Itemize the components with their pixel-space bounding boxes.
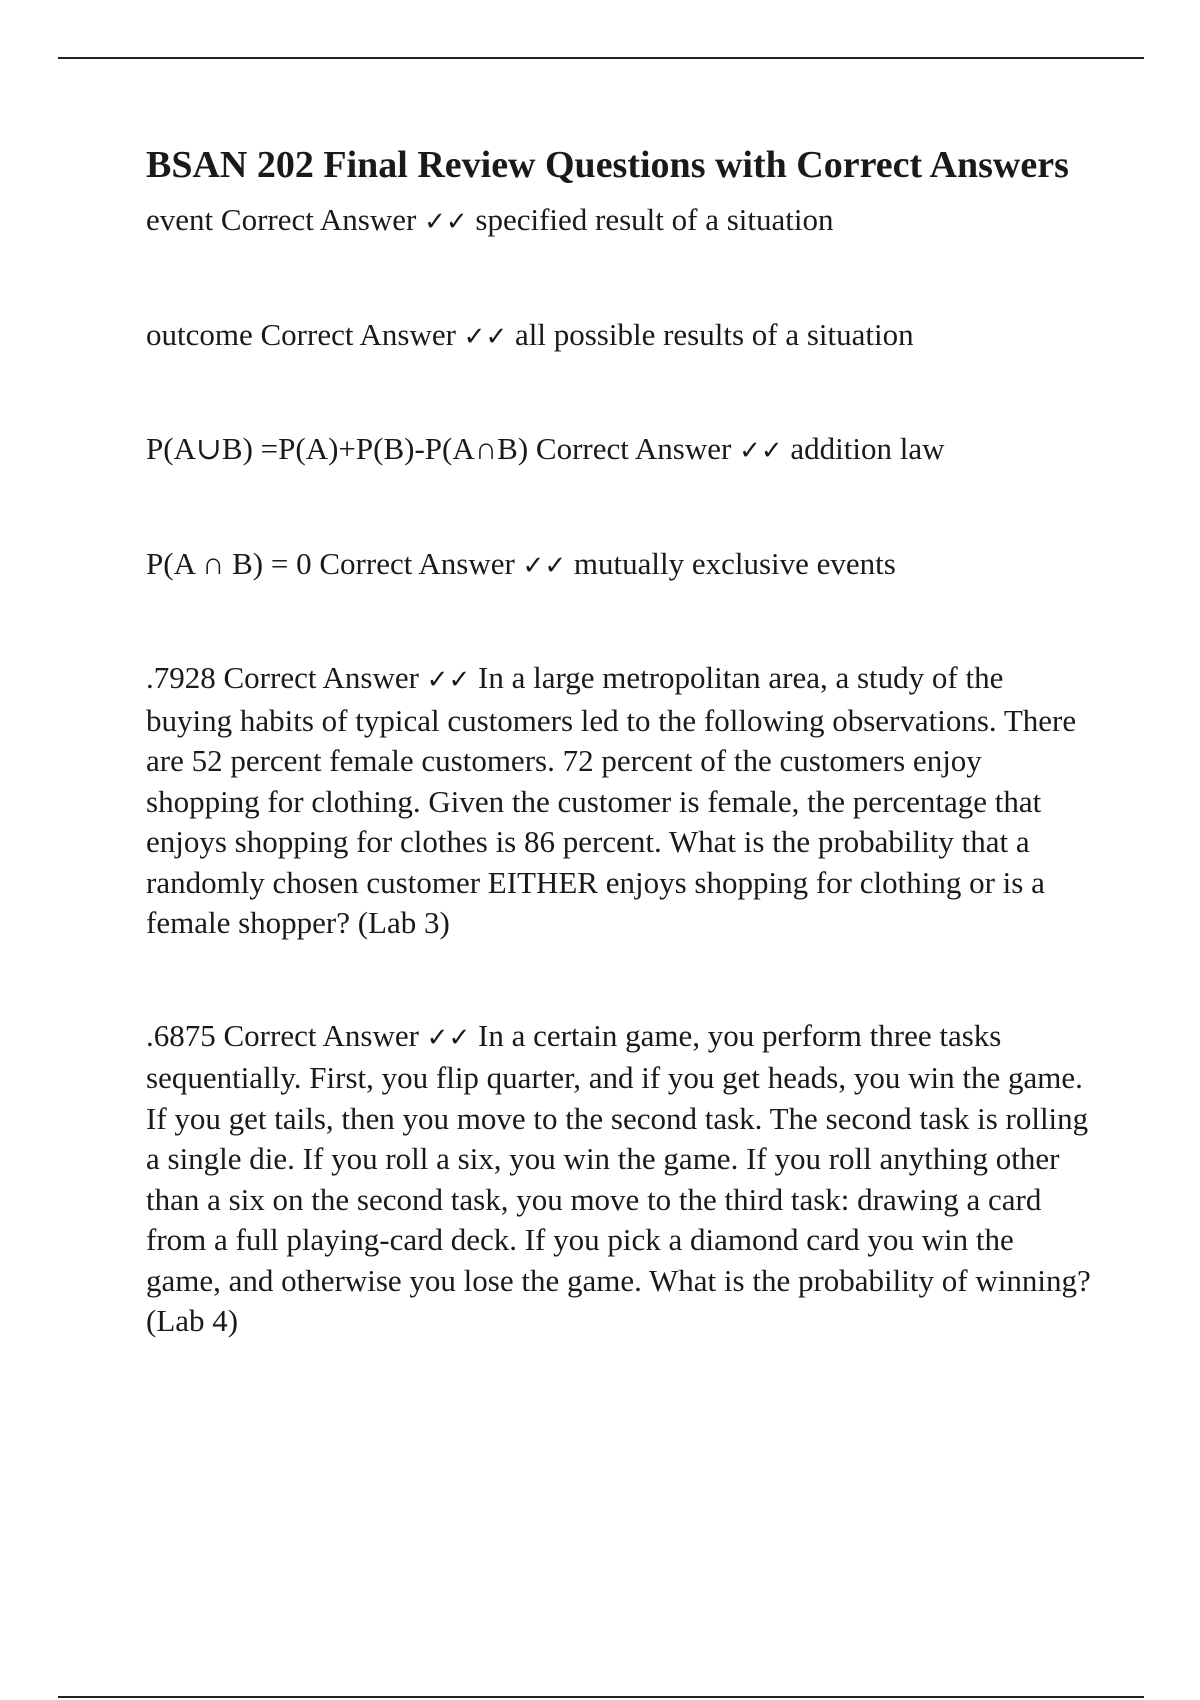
entry-answer: In a large metropolitan area, a study of the buying habits of typical customers led to the following observations. There are 52 percent female customers. 72 percent of the customers enjoy shopping for clothing. Given the customer is female, the percentage that enjoys shopping for clothes is 86 percent. What is the probability that a randomly chosen customer EITHER enjoys shopping for clothing or is a female shopper? (Lab 3) <box>146 660 1077 940</box>
entry-term: P(A ∩ B) = 0 <box>146 545 312 581</box>
bottom-rule <box>58 1696 1144 1698</box>
qa-entry <box>146 429 1096 472</box>
entry-answer: all possible results of a situation <box>515 316 914 352</box>
entry-answer: addition law <box>790 431 945 466</box>
correct-answer-label: Correct Answer <box>220 202 417 237</box>
top-rule <box>58 57 1144 59</box>
checkmark-icon: ✓✓ <box>463 321 508 352</box>
entry-term: .7928 <box>146 660 216 695</box>
entry-term: event <box>146 202 214 237</box>
entry-answer: mutually exclusive events <box>573 545 896 581</box>
entry-term: P(A∪B) =P(A)+P(B)-P(A∩B) <box>146 431 529 466</box>
correct-answer-label: Correct Answer <box>319 545 515 581</box>
qa-entry <box>146 1016 1096 1342</box>
qa-entry <box>146 315 1096 358</box>
qa-entry <box>146 658 1096 944</box>
qa-entry <box>146 544 1096 587</box>
entry-answer: specified result of a situation <box>475 202 834 237</box>
entry-answer: In a certain game, you perform three tasks sequentially. First, you flip quarter, and if you get heads, you win the game. If you get tails, then you move to the second task. The second task is rolling a single die. If you roll a six, you win the game. If you roll anything other than a six on the second task, you move to the third task: drawing a card from a full playing-card deck. If you pick a diamond card you win the game, and otherwise you lose the game. What is the probability of winning? (Lab 4) <box>146 1017 1091 1338</box>
checkmark-icon: ✓✓ <box>426 665 471 695</box>
document-title: BSAN 202 Final Review Questions with Correct Answers <box>146 144 1069 186</box>
checkmark-icon: ✓✓ <box>426 1022 471 1053</box>
checkmark-icon: ✓✓ <box>739 436 783 466</box>
correct-answer-label: Correct Answer <box>223 1017 419 1053</box>
checkmark-icon: ✓✓ <box>522 550 567 581</box>
correct-answer-label: Correct Answer <box>260 316 456 352</box>
checkmark-icon: ✓✓ <box>424 207 468 237</box>
correct-answer-label: Correct Answer <box>223 660 419 695</box>
document-body <box>146 140 1096 1342</box>
entry-term: outcome <box>146 316 253 352</box>
qa-entry <box>146 200 1096 243</box>
correct-answer-label: Correct Answer <box>535 431 732 466</box>
entry-term: .6875 <box>146 1017 216 1053</box>
